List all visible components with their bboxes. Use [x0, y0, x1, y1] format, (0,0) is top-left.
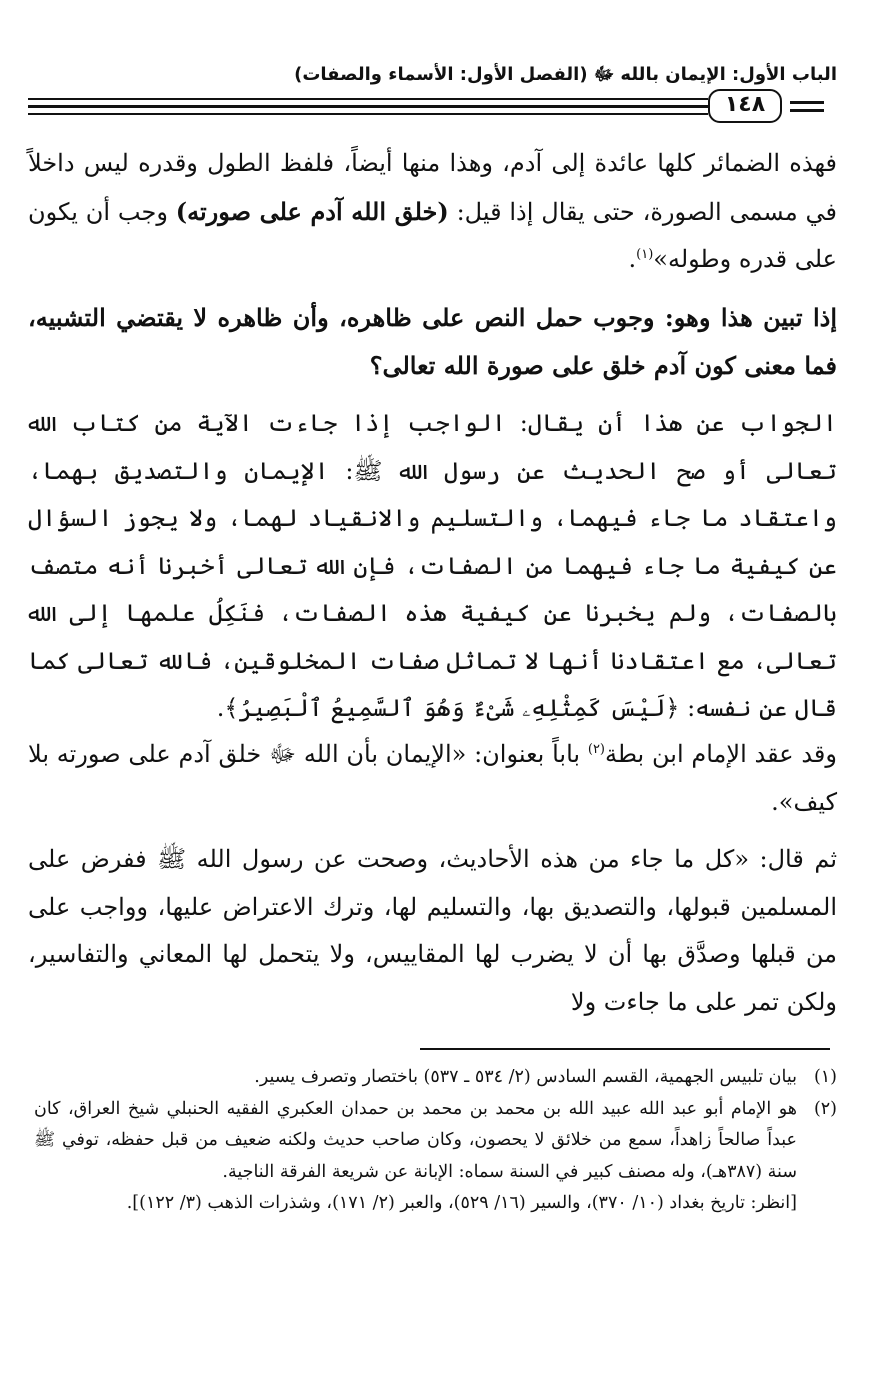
p1-text-c: .: [628, 245, 637, 273]
page-number: ١٤٨: [708, 89, 782, 123]
p3-text: الجواب عن هذا أن يقال: الواجب إذا جاءت الآية من كتاب الله تعالى أو صح الحديث عن رسول الله ﷺ: الإيمان والتصديق بهما، واعتقاد ما جاء فيهما، والتسليم والانقياد لهما، ولا يجوز السؤال عن كيفية ما جاء فيهما من الصفات، فإن الله تعالى أخبرنا أنه متصف بالصفات، ولم يخبرنا عن كيفية هذه الصفات، فنَكِلُ علمها إلى الله تعالى، مع اعتقادنا أنها لا تماثل صفات المخلوقين، فالله تعالى كما قال عن نفسه: ﴿لَيْسَ كَمِثْلِهِۦ شَىْءٌ وَهُوَ ٱلسَّمِيعُ ٱلْبَصِيرُ﴾.: [28, 409, 837, 722]
header-rule-bottom: [28, 113, 708, 115]
footnotes: [34, 1062, 837, 1220]
running-header-title: الباب الأول: الإيمان بالله ﷻ (الفصل الأول: الأسماء والصفات): [294, 64, 837, 85]
p4-text-a: وقد عقد الإمام ابن بطة: [605, 740, 837, 768]
p1-text-b: وجب أن يكون على قدره وطوله»: [28, 197, 837, 273]
footnote-1: [34, 1062, 837, 1094]
footnote-2-sources: [انظر: تاريخ بغداد (١٠/ ٣٧٠)، والسير (١٦/ ٥٢٩)، والعبر (٢/ ١٧١)، وشذرات الذهب (٣/ ١٢٢)].: [126, 1193, 797, 1213]
paragraph-4: [28, 731, 837, 826]
paragraph-5: [28, 836, 837, 1026]
header-rule-middle: [28, 105, 708, 108]
page-number-dash-bottom: [790, 109, 824, 112]
page-number-dash-top: [790, 101, 824, 104]
footnote-1-text: بيان تلبيس الجهمية، القسم السادس (٢/ ٥٣٤ ـ ٥٣٧) باختصار وتصرف يسير.: [254, 1067, 797, 1087]
p2-text: إذا تبين هذا وهو: وجوب حمل النص على ظاهره، وأن ظاهره لا يقتضي التشبيه، فما معنى كون آدم خلق على صورة الله تعالى؟: [28, 303, 837, 380]
footnote-1-number: (١): [813, 1067, 837, 1087]
footnote-ref-2: (٢): [587, 742, 605, 757]
footnote-2-text: هو الإمام أبو عبد الله عبيد الله بن محمد بن محمد بن حمدان العكبري الفقيه الحنبلي شيخ العراق، كان عبداً صالحاً زاهداً، سمع من خلائق لا يحصون، وكان صاحب حديث ولكنه ضعيف من قبل حفظه، توفي ﷺ سنة (٣٨٧هـ)، وله مصنف كبير في السنة سماه: الإبانة عن شريعة الفرقة الناجية.: [34, 1098, 797, 1182]
header-rule-top: [28, 98, 708, 100]
p1-bold-hadith: (خلق الله آدم على صورته): [175, 196, 449, 226]
paragraph-1: [28, 140, 837, 284]
footnote-ref-1: (١): [636, 247, 654, 262]
footnote-separator: [420, 1048, 830, 1050]
p4-text-b: باباً بعنوان: «الإيمان بأن الله ﷻ خلق آدم على صورته بلا كيف».: [28, 740, 837, 816]
footnote-2-body: [34, 1094, 797, 1220]
paragraph-2-question: [28, 294, 837, 389]
p5-text: ثم قال: «كل ما جاء من هذه الأحاديث، وصحت عن رسول الله ﷺ ففرض على المسلمين قبولها، والتصديق بها، والتسليم لها، وترك الاعتراض عليها، وواجب على من قبلها وصدَّق بها أن لا يضرب لها المقاييس، ولا يتحمل لها المعاني والتفاسير، ولكن تمر على ما جاءت ولا: [28, 845, 837, 1016]
footnote-2: [34, 1094, 837, 1220]
p1-text-a: فهذه الضمائر كلها عائدة إلى آدم، وهذا منها أيضاً، فلفظ الطول وقدره ليس داخلاً في مسمى الصورة، حتى يقال إذا قيل:: [28, 149, 837, 226]
footnote-2-number: (٢): [813, 1098, 837, 1119]
paragraph-3: [28, 400, 837, 733]
